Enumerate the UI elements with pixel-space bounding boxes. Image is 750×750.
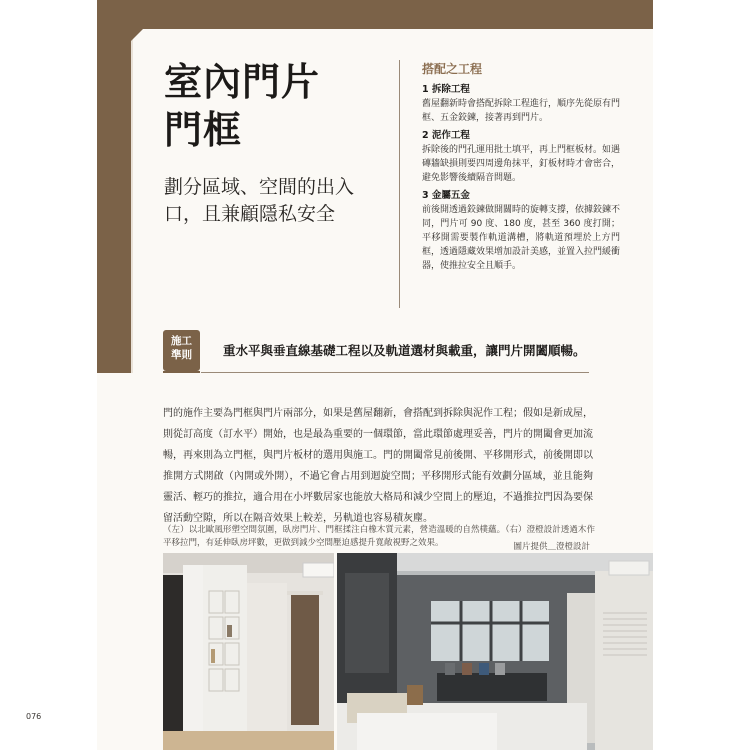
side-section	[422, 60, 620, 273]
left-bar-edge	[131, 29, 133, 373]
column-divider	[399, 60, 400, 308]
magazine-page	[97, 0, 653, 750]
side-section-heading: 搭配之工程	[422, 62, 483, 76]
rule-divider	[201, 372, 589, 373]
corner-accent	[131, 29, 143, 41]
page-number: 076	[26, 712, 42, 721]
item-heading-hardware: 3 金屬五金	[422, 190, 470, 201]
badge-line-2: 準則	[171, 349, 192, 361]
item-body-demolition: 舊屋翻新時會搭配拆除工程進行，順序先從原有門框、五金鉸鍊，接著再到門片。	[422, 99, 621, 123]
rule-headline: 重水平與垂直線基礎工程以及軌道選材與載重，讓門片開闔順暢。	[223, 343, 586, 358]
left-accent-bar	[97, 0, 131, 373]
item-heading-demolition: 1 拆除工程	[422, 84, 470, 95]
photo-credit: 圖片提供＿澄橙設計	[513, 542, 590, 552]
photo-left-illustration	[163, 553, 334, 750]
badge-underline	[163, 371, 200, 373]
page-title: 室內門片門框	[164, 60, 321, 152]
photo-right-illustration	[337, 553, 653, 750]
item-body-masonry: 拆除後的門孔運用批土填平，再上門框板材。如遇磚牆缺損則要四周邊角抹平，釘板材時才會密合，避免影響後續隔音問題。	[422, 145, 621, 183]
photo-caption: （左）以北歐風形塑空間氛圍，臥房門片、門框揉注白橡木質元素，營造溫暖的自然樸蘊。（右）澄橙設計透過木作平移拉門，有延伸臥房坪數，更做到減少空間壓迫感提升寬敞視野之效果。	[163, 525, 595, 548]
body-paragraph: 門的施作主要為門框與門片兩部分，如果是舊屋翻新，會搭配到拆除與泥作工程；假如是新成屋，則從訂高度（訂水平）開始，也是最為重要的一個環節，當此環節處理妥善，門片的開闔會更加流暢，再來則為立門框，與門片板材的選用與施工。門的開闔常見前後開、平移開形式，前後開即以推開方式開啟（內開或外開），不過它會占用到迴旋空間；平移開形式能有效劃分區域，並且能夠靈活、輕巧的推拉，適合用在小坪數居家也能放大格局和減少空間上的壓迫，不過推拉門因為要保留活動空隙，所以在隔音效果上較差，另軌道也容易積灰塵。	[163, 408, 593, 524]
photo-sliding-door-bedroom	[337, 553, 653, 750]
construction-rule-badge	[163, 330, 200, 371]
photo-nordic-bedroom-door	[163, 553, 334, 750]
item-body-hardware: 前後開透過鉸鍊做開關時的旋轉支撐，依據鉸鍊不同，門片可 90 度、180 度，甚至 360 度打開；平移開需要製作軌道溝槽，將軌道預埋於上方門框，透過隱藏效果增加設計美感，並置入拉門緩衝器，使推拉安全且順手。	[422, 205, 621, 271]
top-header-bar	[97, 0, 653, 29]
item-heading-masonry: 2 泥作工程	[422, 130, 470, 141]
badge-line-1: 施工	[171, 335, 192, 347]
page-subtitle: 劃分區域、空間的出入口，且兼顧隱私安全	[164, 176, 355, 225]
